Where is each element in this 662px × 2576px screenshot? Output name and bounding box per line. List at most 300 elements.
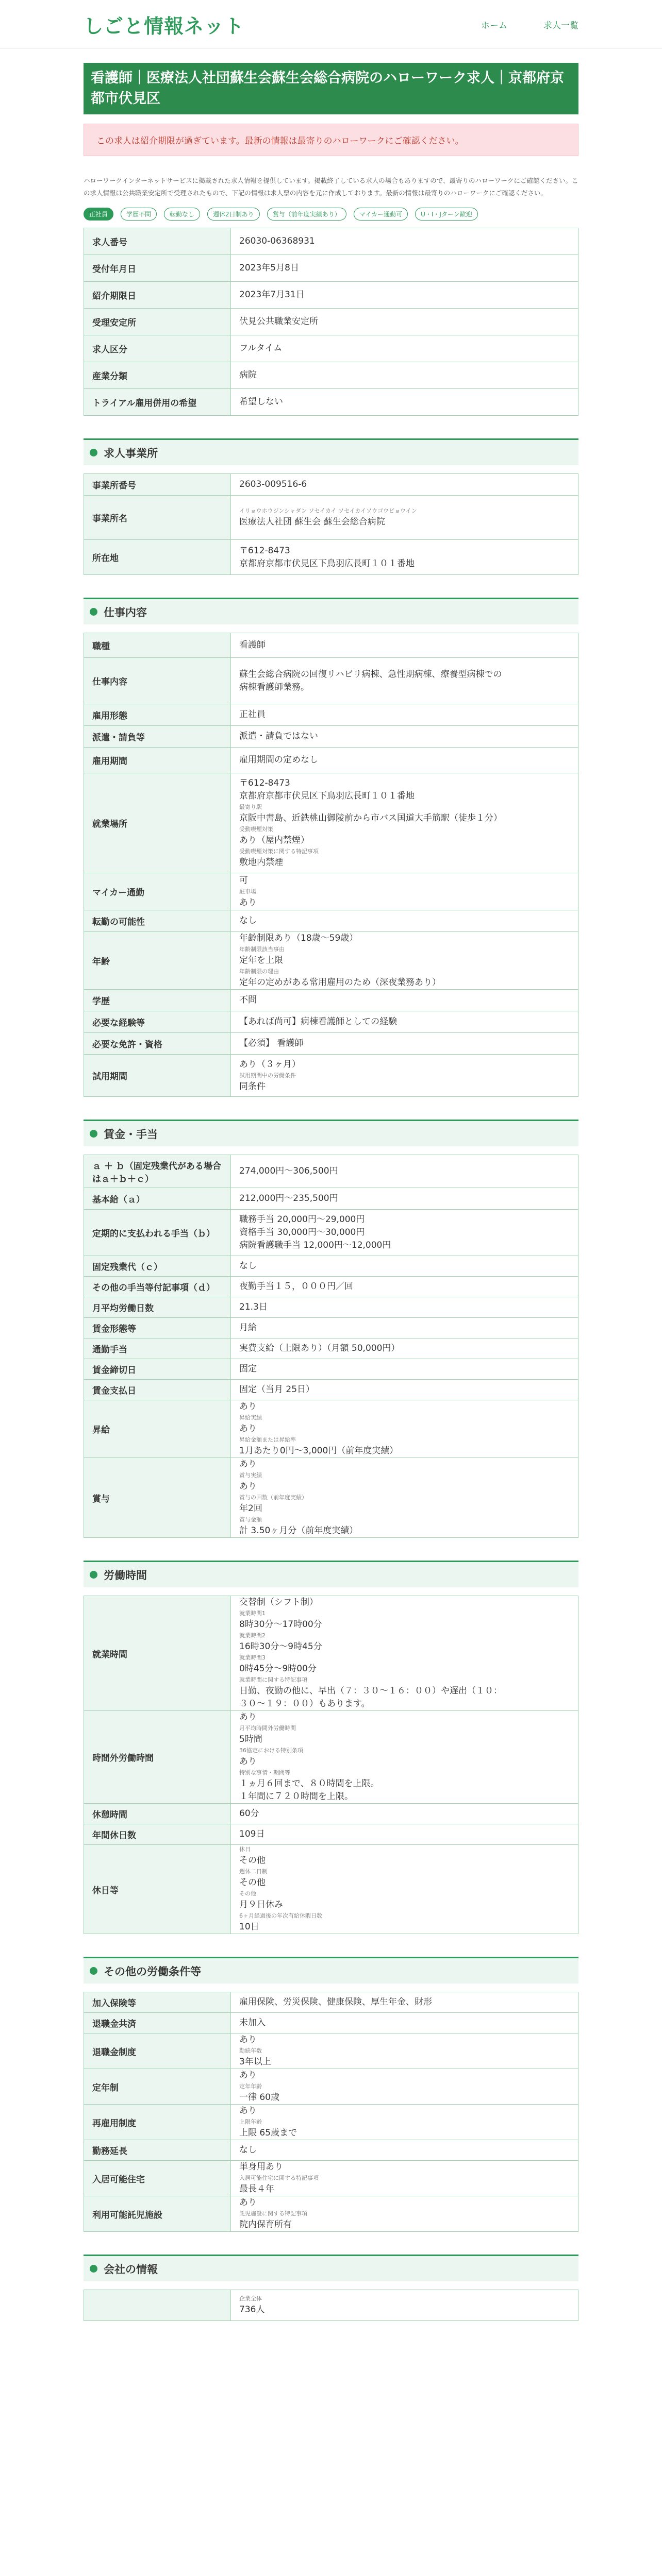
row-value-line: 【あれば尚可】病棟看護師としての経験 bbox=[239, 1016, 397, 1027]
row-label: 利用可能託児施設 bbox=[84, 2196, 231, 2232]
section-title: 求人事業所 bbox=[104, 447, 158, 460]
row-label: 派遣・請負等 bbox=[84, 726, 231, 748]
row-value-line: 計 3.50ヶ月分（前年度実績） bbox=[239, 1526, 358, 1536]
section-1 bbox=[84, 438, 578, 575]
row-label: 賞与 bbox=[84, 1458, 231, 1538]
row-label: 転勤の可能性 bbox=[84, 910, 231, 932]
row-value bbox=[231, 2033, 578, 2069]
row-value: 伏見公共職業安定所 bbox=[231, 309, 578, 335]
row-value-line: 病棟看護師業務。 bbox=[239, 682, 309, 692]
header-nav bbox=[481, 18, 578, 31]
table-row bbox=[84, 990, 578, 1011]
row-value bbox=[231, 2013, 578, 2033]
row-label: 職種 bbox=[84, 633, 231, 658]
section-2 bbox=[84, 598, 578, 1097]
row-value-line: 院内保育所有 bbox=[239, 2219, 292, 2230]
row-sublabel: 駐車場 bbox=[239, 888, 256, 895]
table-row bbox=[84, 2290, 578, 2321]
row-value-line: 上限 65歳まで bbox=[239, 2128, 297, 2138]
row-value bbox=[231, 1256, 578, 1277]
row-value-line: あり（屋内禁煙） bbox=[239, 835, 309, 845]
row-label bbox=[84, 2290, 231, 2321]
row-value-line: 夜勤手当１５，０００円／回 bbox=[239, 1281, 353, 1292]
row-label: 再雇用制度 bbox=[84, 2105, 231, 2140]
section-6 bbox=[84, 2255, 578, 2321]
row-sublabel: 賞与の回数（前年度実績） bbox=[239, 1494, 307, 1501]
row-value-line: 雇用期間の定めなし bbox=[239, 755, 318, 765]
section-heading bbox=[84, 438, 578, 465]
feature-tag[interactable]: マイカー通勤可 bbox=[354, 208, 408, 221]
row-value bbox=[231, 1188, 578, 1210]
row-value-line: 【必須】 看護師 bbox=[239, 1038, 304, 1048]
feature-tag[interactable]: 賞与（前年度実績あり） bbox=[267, 208, 346, 221]
row-value bbox=[231, 2161, 578, 2196]
section-table bbox=[84, 633, 578, 1097]
section-table bbox=[84, 1596, 578, 1934]
table-row bbox=[84, 540, 578, 575]
expired-notice: この求人は紹介期限が過ぎています。最新の情報は最寄りのハローワークにご確認ください。 bbox=[84, 124, 578, 156]
row-label: 退職金制度 bbox=[84, 2033, 231, 2069]
row-value bbox=[231, 1055, 578, 1097]
section-bullet-icon bbox=[90, 1130, 97, 1138]
table-row bbox=[84, 1992, 578, 2013]
section-bullet-icon bbox=[90, 1571, 97, 1579]
row-value bbox=[231, 633, 578, 658]
row-label: 年齢 bbox=[84, 932, 231, 990]
table-row bbox=[84, 1011, 578, 1033]
row-value bbox=[231, 990, 578, 1011]
row-value-line: ３０〜１９：００）もあります。 bbox=[239, 1699, 370, 1709]
table-row bbox=[84, 1711, 578, 1804]
row-value-line: 京都府京都市伏見区下鳥羽広長町１０１番地 bbox=[239, 558, 415, 569]
site-header bbox=[0, 0, 662, 48]
row-value-line: あり bbox=[239, 897, 257, 908]
row-label: 退職金共済 bbox=[84, 2013, 231, 2033]
row-sublabel: 36協定における特別条項 bbox=[239, 1747, 303, 1754]
row-value-line: 10日 bbox=[239, 1922, 259, 1932]
row-value-line: 蘇生会総合病院の回復リハビリ病棟、急性期病棟、療養型病棟での bbox=[239, 669, 502, 680]
section-bullet-icon bbox=[90, 449, 97, 456]
sections-container bbox=[84, 438, 578, 2321]
table-row bbox=[84, 1033, 578, 1055]
row-label: 入居可能住宅 bbox=[84, 2161, 231, 2196]
row-value-line: 京阪中書島、近鉄桃山御陵前から市バス国道大手筋駅（徒歩１分） bbox=[239, 813, 502, 823]
row-value bbox=[231, 1711, 578, 1804]
table-row bbox=[84, 1188, 578, 1210]
table-row bbox=[84, 873, 578, 910]
row-sublabel: 入居可能住宅に関する特記事項 bbox=[239, 2175, 319, 2181]
table-row bbox=[84, 474, 578, 496]
row-label: トライアル雇用併用の希望 bbox=[84, 389, 231, 416]
section-title: 会社の情報 bbox=[104, 2263, 158, 2276]
row-value-line: 〒612-8473 bbox=[239, 545, 290, 556]
row-value bbox=[231, 1380, 578, 1400]
row-sublabel: 年齢制限の理由 bbox=[239, 968, 279, 975]
row-label: マイカー通勤 bbox=[84, 873, 231, 910]
section-heading bbox=[84, 598, 578, 624]
table-row bbox=[84, 1845, 578, 1934]
feature-tag[interactable]: 週休2日制あり bbox=[207, 208, 260, 221]
feature-tag[interactable]: 学歴不問 bbox=[121, 208, 157, 221]
row-value-line: 最長４年 bbox=[239, 2184, 274, 2194]
row-value-line: 京都府京都市伏見区下鳥羽広長町１０１番地 bbox=[239, 791, 415, 801]
row-value bbox=[231, 1804, 578, 1824]
row-value-line: 日勤、夜勤の他に、早出（７：３０〜１６：００）や遅出（１０： bbox=[239, 1686, 502, 1696]
section-bullet-icon bbox=[90, 1967, 97, 1975]
table-row bbox=[84, 910, 578, 932]
row-label: 休日等 bbox=[84, 1845, 231, 1934]
row-value-line: １年間に７２０時間を上限。 bbox=[239, 1791, 353, 1802]
row-label: 月平均労働日数 bbox=[84, 1297, 231, 1318]
row-label: 固定残業代（ｃ） bbox=[84, 1256, 231, 1277]
row-label: 賃金支払日 bbox=[84, 1380, 231, 1400]
row-sublabel: 定年年齢 bbox=[239, 2083, 262, 2090]
row-sublabel: 年齢制限該当事由 bbox=[239, 946, 285, 953]
row-sublabel: 週休二日制 bbox=[239, 1868, 268, 1875]
row-label: 就業時間 bbox=[84, 1596, 231, 1711]
section-table bbox=[84, 473, 578, 575]
table-row bbox=[84, 2161, 578, 2196]
row-value-line: その他 bbox=[239, 1855, 266, 1866]
row-label: 求人区分 bbox=[84, 335, 231, 362]
row-value bbox=[231, 2069, 578, 2105]
table-row bbox=[84, 1210, 578, 1256]
table-row bbox=[84, 773, 578, 873]
row-value: 希望しない bbox=[231, 389, 578, 416]
row-value-line: その他 bbox=[239, 1877, 266, 1888]
row-label: 定年制 bbox=[84, 2069, 231, 2105]
row-value bbox=[231, 726, 578, 748]
row-sublabel: 特別な事情・期間等 bbox=[239, 1769, 290, 1776]
row-value-line: あり bbox=[239, 1459, 257, 1469]
table-row bbox=[84, 362, 578, 389]
site-logo[interactable]: しごと情報ネット bbox=[84, 14, 245, 38]
row-label: 事業所番号 bbox=[84, 474, 231, 496]
row-value bbox=[231, 1277, 578, 1297]
section-title: 賃金・手当 bbox=[104, 1128, 158, 1141]
row-value-line: あり bbox=[239, 2106, 257, 2116]
table-row bbox=[84, 2140, 578, 2161]
row-sublabel: 就業時間3 bbox=[239, 1654, 266, 1661]
table-row bbox=[84, 1458, 578, 1538]
row-value-line: 定年を上限 bbox=[239, 955, 283, 965]
row-value-line: 21.3日 bbox=[239, 1302, 268, 1312]
row-value-line: 資格手当 30,000円〜30,000円 bbox=[239, 1227, 365, 1238]
table-row bbox=[84, 389, 578, 416]
row-value-line: あり bbox=[239, 2197, 257, 2208]
row-label: 昇給 bbox=[84, 1400, 231, 1458]
main-content bbox=[84, 63, 578, 2321]
row-value-line: 2603-009516-6 bbox=[239, 479, 307, 489]
row-value-line: 可 bbox=[239, 875, 248, 886]
row-sublabel: 受動喫煙対策 bbox=[239, 826, 273, 833]
row-value-line: 不問 bbox=[239, 995, 257, 1005]
row-value bbox=[231, 1033, 578, 1055]
summary-table bbox=[84, 228, 578, 416]
row-sublabel: 月平均時間外労働時間 bbox=[239, 1725, 296, 1732]
table-row bbox=[84, 309, 578, 335]
row-label: 受理安定所 bbox=[84, 309, 231, 335]
row-label: 雇用形態 bbox=[84, 704, 231, 726]
table-row bbox=[84, 748, 578, 773]
row-label: 紹介期限日 bbox=[84, 282, 231, 309]
row-label: 試用期間 bbox=[84, 1055, 231, 1097]
row-label: 受付年月日 bbox=[84, 255, 231, 282]
section-title: 労働時間 bbox=[104, 1569, 147, 1582]
row-value-line: 一律 60歳 bbox=[239, 2092, 280, 2103]
section-title: その他の労働条件等 bbox=[104, 1965, 201, 1978]
section-heading bbox=[84, 1561, 578, 1587]
row-sublabel: イリョウホウジンシャダン ソセイカイ ソセイカイソウゴウビョウイン bbox=[239, 507, 417, 514]
feature-tags bbox=[84, 208, 578, 221]
row-value-line: あり bbox=[239, 2035, 257, 2045]
row-label: 雇用期間 bbox=[84, 748, 231, 773]
table-row bbox=[84, 1804, 578, 1824]
row-value bbox=[231, 496, 578, 540]
row-sublabel: 上限年齢 bbox=[239, 2119, 262, 2125]
table-row bbox=[84, 633, 578, 658]
row-value-line: 月給 bbox=[239, 1323, 257, 1333]
row-sublabel: その他 bbox=[239, 1890, 256, 1897]
row-value-line: 年2回 bbox=[239, 1503, 262, 1514]
row-value-line: 3年以上 bbox=[239, 2057, 271, 2067]
section-3 bbox=[84, 1120, 578, 1538]
row-value-line: 〒612-8473 bbox=[239, 778, 290, 788]
table-row bbox=[84, 2013, 578, 2033]
row-value bbox=[231, 2290, 578, 2321]
row-value-line: 1月あたり0円〜3,000円（前年度実績） bbox=[239, 1446, 399, 1456]
row-label: ａ ＋ ｂ（固定残業代がある場合はａ＋ｂ＋ｃ） bbox=[84, 1155, 231, 1188]
feature-tag[interactable]: U・I・Jターン歓迎 bbox=[415, 208, 478, 221]
row-sublabel: 託児施設に関する特記事項 bbox=[239, 2210, 307, 2217]
row-value-line: 医療法人社団 蘇生会 蘇生会総合病院 bbox=[239, 517, 385, 527]
row-label: 定期的に支払われる手当（ｂ） bbox=[84, 1210, 231, 1256]
row-value-line: 雇用保険、労災保険、健康保険、厚生年金、財形 bbox=[239, 1997, 432, 2007]
section-5 bbox=[84, 1957, 578, 2232]
row-value-line: なし bbox=[239, 916, 257, 926]
row-value-line: あり bbox=[239, 1401, 257, 1412]
row-value bbox=[231, 773, 578, 873]
row-sublabel: 就業時間2 bbox=[239, 1632, 266, 1639]
table-row bbox=[84, 1155, 578, 1188]
row-label: 産業分類 bbox=[84, 362, 231, 389]
row-value-line: 未加入 bbox=[239, 2018, 266, 2028]
row-value bbox=[231, 1318, 578, 1338]
row-value-line: あり bbox=[239, 2070, 257, 2080]
section-table bbox=[84, 1992, 578, 2232]
row-value bbox=[231, 1210, 578, 1256]
row-value-line: 月９日休み bbox=[239, 1900, 283, 1910]
nav-job-list-link[interactable]: 求人一覧 bbox=[543, 20, 578, 31]
row-value-line: 0時45分〜9時00分 bbox=[239, 1664, 317, 1674]
row-label: 所在地 bbox=[84, 540, 231, 575]
row-value-line: 固定 bbox=[239, 1364, 257, 1374]
row-sublabel: 企業全体 bbox=[239, 2295, 262, 2302]
section-heading bbox=[84, 1120, 578, 1146]
section-table bbox=[84, 2290, 578, 2321]
row-value bbox=[231, 1011, 578, 1033]
row-value-line: 年齢制限あり（18歳〜59歳） bbox=[239, 933, 358, 943]
row-label: 求人番号 bbox=[84, 228, 231, 255]
table-row bbox=[84, 1596, 578, 1711]
row-value bbox=[231, 1845, 578, 1934]
row-label: 休憩時間 bbox=[84, 1804, 231, 1824]
row-value bbox=[231, 2105, 578, 2140]
row-value bbox=[231, 1400, 578, 1458]
row-label: 仕事内容 bbox=[84, 658, 231, 704]
row-label: 時間外労働時間 bbox=[84, 1711, 231, 1804]
row-sublabel: 受動喫煙対策に関する特記事項 bbox=[239, 848, 319, 855]
table-row bbox=[84, 1380, 578, 1400]
row-label: 勤務延長 bbox=[84, 2140, 231, 2161]
row-label: 賃金形態等 bbox=[84, 1318, 231, 1338]
table-row bbox=[84, 2033, 578, 2069]
table-row bbox=[84, 1055, 578, 1097]
row-value bbox=[231, 1297, 578, 1318]
row-label: 事業所名 bbox=[84, 496, 231, 540]
row-value bbox=[231, 1596, 578, 1711]
row-label: 通勤手当 bbox=[84, 1338, 231, 1359]
row-value bbox=[231, 2140, 578, 2161]
row-value-line: あり bbox=[239, 1423, 257, 1434]
table-row bbox=[84, 932, 578, 990]
row-value: フルタイム bbox=[231, 335, 578, 362]
row-value-line: 60分 bbox=[239, 1808, 259, 1819]
table-row bbox=[84, 704, 578, 726]
row-label: 必要な免許・資格 bbox=[84, 1033, 231, 1055]
table-row bbox=[84, 255, 578, 282]
nav-home-link[interactable]: ホーム bbox=[481, 20, 507, 31]
row-label: 学歴 bbox=[84, 990, 231, 1011]
row-value-line: 固定（当月 25日） bbox=[239, 1384, 315, 1395]
section-bullet-icon bbox=[90, 608, 97, 616]
row-value bbox=[231, 1992, 578, 2013]
row-sublabel: 昇給実績 bbox=[239, 1414, 262, 1421]
row-sublabel: 休日 bbox=[239, 1846, 251, 1853]
section-heading bbox=[84, 2255, 578, 2281]
row-value bbox=[231, 1359, 578, 1380]
row-value-line: 5時間 bbox=[239, 1734, 262, 1744]
row-value-line: なし bbox=[239, 1261, 257, 1271]
row-sublabel: 就業時間1 bbox=[239, 1610, 266, 1617]
row-value-line: あり（３ヶ月） bbox=[239, 1059, 301, 1070]
section-table bbox=[84, 1155, 578, 1538]
row-label: 基本給（ａ） bbox=[84, 1188, 231, 1210]
row-value-line: 敷地内禁煙 bbox=[239, 857, 283, 868]
row-sublabel: 賞与金額 bbox=[239, 1516, 262, 1523]
row-value bbox=[231, 932, 578, 990]
section-title: 仕事内容 bbox=[104, 606, 147, 619]
table-row bbox=[84, 1318, 578, 1338]
row-value bbox=[231, 1824, 578, 1845]
row-value bbox=[231, 1458, 578, 1538]
table-row bbox=[84, 726, 578, 748]
table-row bbox=[84, 1824, 578, 1845]
row-value-line: 8時30分〜17時00分 bbox=[239, 1619, 322, 1630]
table-row bbox=[84, 658, 578, 704]
row-sublabel: 昇給金額または昇給率 bbox=[239, 1436, 296, 1443]
row-value-line: あり bbox=[239, 1481, 257, 1492]
row-value-line: 736人 bbox=[239, 2304, 265, 2315]
intro-text: ハローワークインターネットサービスに掲載された求人情報を提供しています。掲載終了している求人の場合もありますので、最寄りのハローワークにご確認ください。この求人情報は公共職業安定所で受理されたもので、下記の情報は求人票の内容を元に作成しております。最新の情報は最寄りのハローワークにご確認ください。 bbox=[84, 177, 578, 197]
row-label: 年間休日数 bbox=[84, 1824, 231, 1845]
row-value bbox=[231, 910, 578, 932]
table-row bbox=[84, 1256, 578, 1277]
table-row bbox=[84, 1297, 578, 1318]
row-value-line: 実費支給（上限あり）（月額 50,000円） bbox=[239, 1343, 400, 1353]
row-value-line: あり bbox=[239, 1756, 257, 1767]
table-row bbox=[84, 1359, 578, 1380]
table-row bbox=[84, 2069, 578, 2105]
row-value-line: 職務手当 20,000円〜29,000円 bbox=[239, 1214, 365, 1225]
row-label: 必要な経験等 bbox=[84, 1011, 231, 1033]
row-value-line: あり bbox=[239, 1712, 257, 1722]
feature-tag[interactable]: 正社員 bbox=[84, 208, 113, 221]
table-row bbox=[84, 228, 578, 255]
row-value bbox=[231, 658, 578, 704]
row-sublabel: 6ヶ月経過後の年次有給休暇日数 bbox=[239, 1912, 322, 1919]
row-value-line: 274,000円〜306,500円 bbox=[239, 1166, 338, 1176]
row-value-line: 定年の定めがある常用雇用のため（深夜業務あり） bbox=[239, 977, 441, 988]
row-value: 2023年5月8日 bbox=[231, 255, 578, 282]
row-value-line: 派遣・請負ではない bbox=[239, 731, 318, 741]
row-value-line: 同条件 bbox=[239, 1081, 266, 1092]
row-value-line: 単身用あり bbox=[239, 2162, 283, 2172]
row-label: 就業場所 bbox=[84, 773, 231, 873]
row-value-line: 病院看護職手当 12,000円〜12,000円 bbox=[239, 1240, 391, 1250]
row-value-line: 正社員 bbox=[239, 709, 266, 720]
row-value-line: １ヵ月６回まで、８０時間を上限。 bbox=[239, 1778, 379, 1789]
row-value bbox=[231, 540, 578, 575]
table-row bbox=[84, 2196, 578, 2232]
row-value-line: 109日 bbox=[239, 1829, 265, 1839]
row-sublabel: 試用期間中の労働条件 bbox=[239, 1072, 296, 1079]
row-value bbox=[231, 2196, 578, 2232]
row-value-line: 交替制（シフト制） bbox=[239, 1597, 318, 1607]
table-row bbox=[84, 496, 578, 540]
table-row bbox=[84, 282, 578, 309]
table-row bbox=[84, 1277, 578, 1297]
row-value-line: 16時30分〜9時45分 bbox=[239, 1641, 322, 1652]
row-value bbox=[231, 704, 578, 726]
section-heading bbox=[84, 1957, 578, 1984]
section-4 bbox=[84, 1561, 578, 1934]
row-label: その他の手当等付記事項（ｄ） bbox=[84, 1277, 231, 1297]
row-value-line: 212,000円〜235,500円 bbox=[239, 1193, 338, 1204]
job-title: 看護師｜医療法人社団蘇生会蘇生会総合病院のハローワーク求人｜京都府京都市伏見区 bbox=[84, 63, 578, 114]
row-value: 26030-06368931 bbox=[231, 228, 578, 255]
row-value bbox=[231, 1155, 578, 1188]
row-sublabel: 最寄り駅 bbox=[239, 804, 262, 810]
row-label: 賃金締切日 bbox=[84, 1359, 231, 1380]
row-sublabel: 賞与実績 bbox=[239, 1472, 262, 1479]
row-value-line: 看護師 bbox=[239, 640, 266, 650]
table-row bbox=[84, 1400, 578, 1458]
row-value: 病院 bbox=[231, 362, 578, 389]
row-sublabel: 就業時間に関する特記事項 bbox=[239, 1676, 307, 1683]
row-value-line: なし bbox=[239, 2145, 257, 2155]
row-label: 加入保険等 bbox=[84, 1992, 231, 2013]
table-row bbox=[84, 335, 578, 362]
row-value bbox=[231, 748, 578, 773]
row-value bbox=[231, 474, 578, 496]
row-sublabel: 勤続年数 bbox=[239, 2047, 262, 2054]
feature-tag[interactable]: 転勤なし bbox=[164, 208, 200, 221]
row-value bbox=[231, 1338, 578, 1359]
row-value bbox=[231, 873, 578, 910]
table-row bbox=[84, 1338, 578, 1359]
section-bullet-icon bbox=[90, 2265, 97, 2273]
